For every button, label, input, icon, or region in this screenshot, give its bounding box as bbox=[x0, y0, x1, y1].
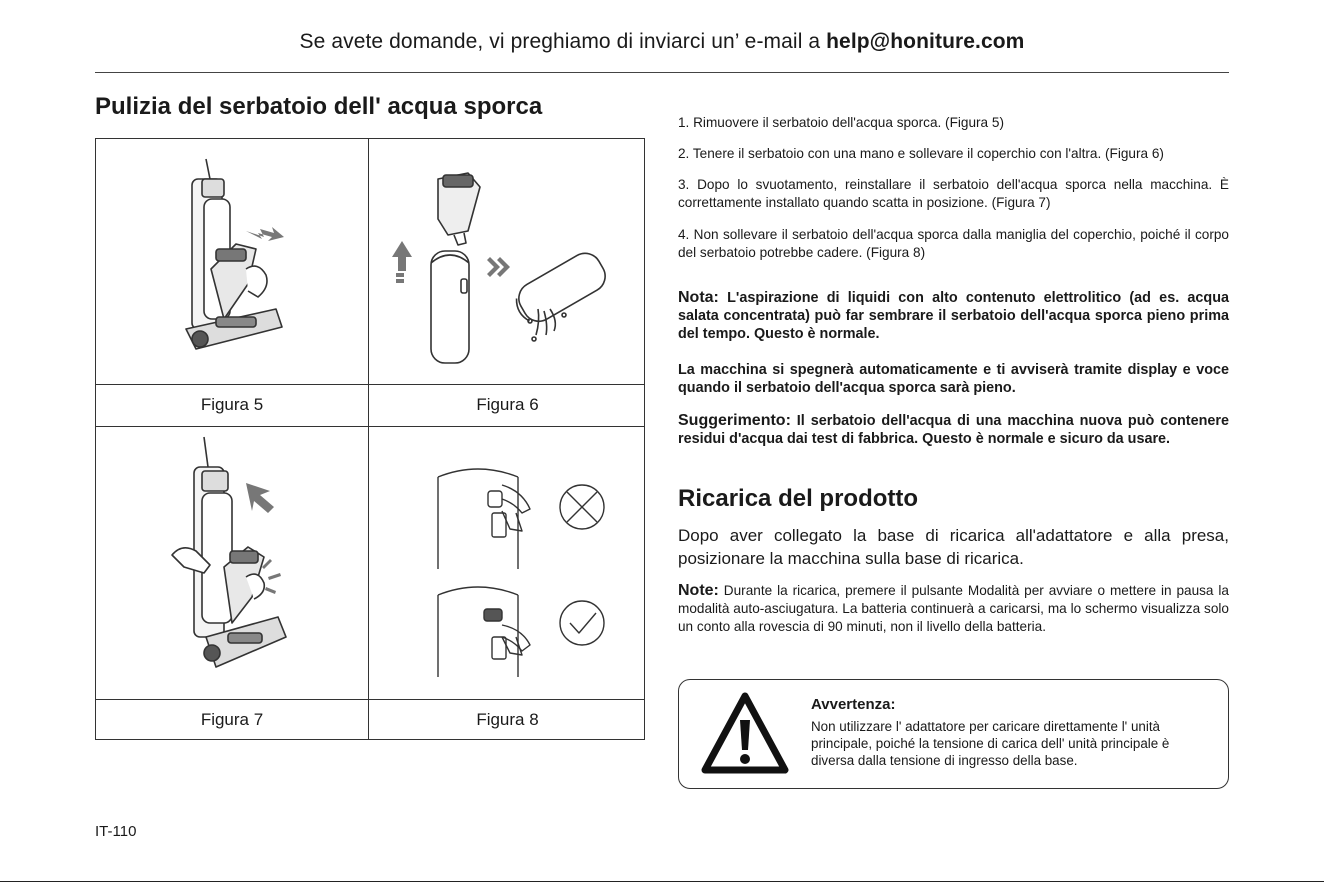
suggerimento-paragraph bbox=[678, 412, 1229, 448]
support-email: help@honiture.com bbox=[826, 30, 1025, 53]
auto-off-paragraph: La macchina si spegnerà automaticamente e ti avviserà tramite display e voce quando il serbatoio dell'acqua sporca sarà pieno. bbox=[678, 362, 1229, 396]
warning-triangle-icon bbox=[701, 690, 789, 778]
suggerimento-text: Il serbatoio dell'acqua di una macchina nuova può contenere residui d'acqua dai test di fabbrica. Questo è normale e sicuro da usare. bbox=[678, 413, 1229, 447]
section-title-charging: Ricarica del prodotto bbox=[678, 485, 919, 512]
header-divider bbox=[95, 72, 1229, 73]
warning-text: Non utilizzare l' adattatore per caricare direttamente l' unità principale, poiché la tensione di carica dell' unità principale è diversa dalla tensione di ingresso della base. bbox=[811, 719, 1170, 768]
figure-caption: Figura 6 bbox=[476, 395, 539, 414]
page-header bbox=[95, 30, 1229, 54]
figure-6-illustration bbox=[368, 139, 645, 384]
grid-divider bbox=[96, 699, 644, 700]
note-paragraph bbox=[678, 582, 1229, 636]
nota-paragraph bbox=[678, 289, 1229, 343]
bottom-divider bbox=[0, 881, 1324, 882]
warning-box bbox=[678, 679, 1229, 789]
figure-grid bbox=[95, 138, 645, 740]
suggerimento-label: Suggerimento: bbox=[678, 412, 791, 429]
figure-caption: Figura 5 bbox=[200, 395, 264, 414]
nota-label: Nota: bbox=[678, 289, 719, 306]
note-label: Note: bbox=[678, 582, 719, 599]
nota-text: L'aspirazione di liquidi con alto contenuto elettrolitico (ad es. acqua salata concentrata) può far sembrare il serbatoio dell'acqua sporca pieno prima del tempo. Questo è normale. bbox=[678, 290, 1229, 342]
figure-8-illustration bbox=[368, 427, 645, 699]
page-number: IT-110 bbox=[95, 823, 137, 840]
figure-caption: Figura 7 bbox=[200, 710, 264, 729]
header-text: Se avete domande, vi preghiamo di inviarci un’ e-mail a bbox=[299, 30, 827, 53]
step-1: 1. Rimuovere il serbatoio dell'acqua sporca. (Figura 5) bbox=[678, 115, 1004, 130]
step-3: 3. Dopo lo svuotamento, reinstallare il serbatoio dell'acqua sporca nella macchina. È correttamente installato quando scatta in posizione. (Figura 7) bbox=[678, 177, 1229, 210]
section-title-tank-cleaning: Pulizia del serbatoio dell' acqua sporca bbox=[95, 93, 543, 120]
grid-divider bbox=[96, 384, 644, 385]
step-2: 2. Tenere il serbatoio con una mano e sollevare il coperchio con l'altra. (Figura 6) bbox=[678, 146, 1164, 161]
charging-intro: Dopo aver collegato la base di ricarica all'adattatore e alla presa, posizionare la macchina sulla base di ricarica. bbox=[678, 526, 1229, 568]
figure-caption: Figura 8 bbox=[476, 710, 539, 729]
figure-5-illustration bbox=[96, 139, 368, 384]
note-text: Durante la ricarica, premere il pulsante Modalità per avviare o mettere in pausa la modalità auto-asciugatura. La batteria continuerà a caricarsi, ma lo schermo visualizza solo un conto alla rovescia di 90 minuti, non il livello della batteria. bbox=[678, 583, 1229, 634]
figure-7-illustration bbox=[96, 427, 368, 699]
warning-title: Avvertenza: bbox=[811, 696, 896, 713]
step-4: 4. Non sollevare il serbatoio dell'acqua sporca dalla maniglia del coperchio, poiché il corpo del serbatoio potrebbe cadere. (Figura 8) bbox=[678, 227, 1229, 260]
